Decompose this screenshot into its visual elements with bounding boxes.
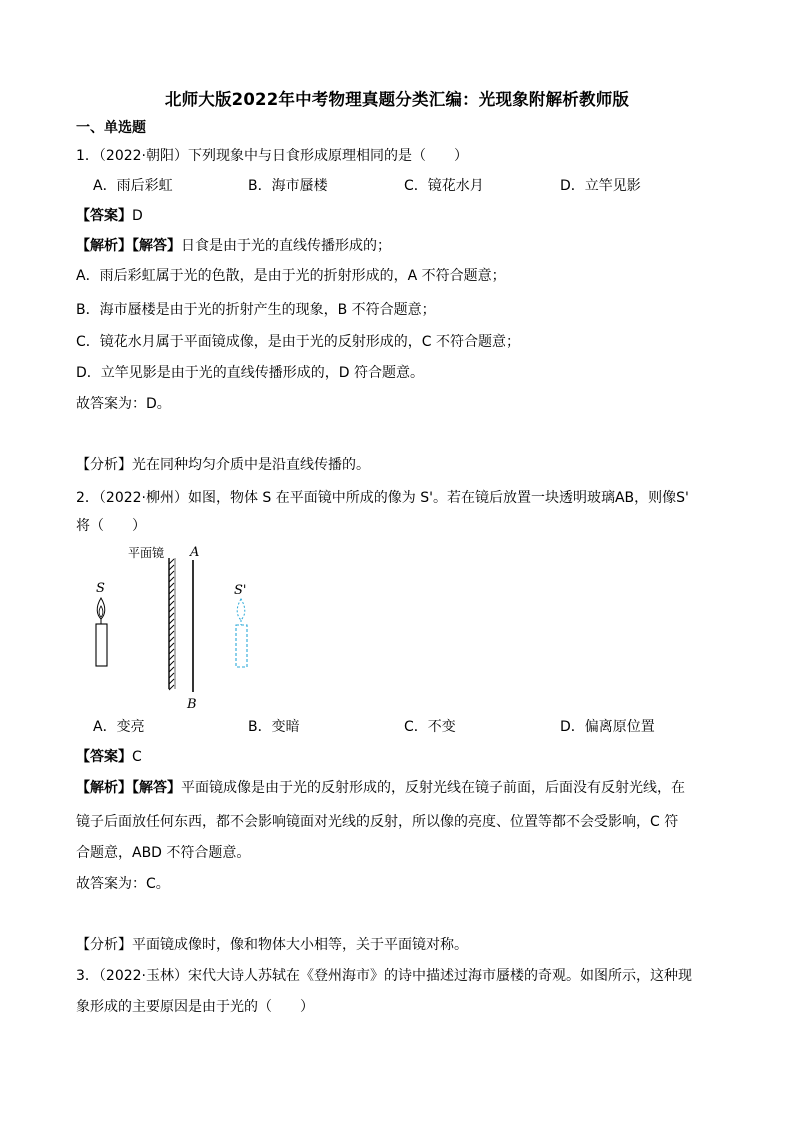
- q1-option-b: B．海市蜃楼: [248, 178, 328, 194]
- q1-option-d: D．立竿见影: [560, 178, 641, 194]
- candle-image: [236, 599, 247, 667]
- q2-answer: [76, 747, 142, 767]
- q2-option-d: D．偏离原位置: [560, 719, 655, 735]
- section-heading: 一、单选题: [76, 120, 146, 136]
- q1-stem: 1．（2022·朝阳）下列现象中与日食形成原理相同的是（ ）: [76, 148, 468, 164]
- q1-answer: [76, 206, 143, 226]
- mirror-figure: [86, 542, 286, 714]
- q2-option-c: C．不变: [404, 719, 456, 735]
- q2-option-a: A．变亮: [93, 719, 145, 735]
- label-s: S: [96, 581, 105, 596]
- q1-answer-tag: 【答案】: [76, 208, 132, 224]
- q2-conclusion: 故答案为：C。: [76, 876, 170, 892]
- q2-analysis-line2: 镜子后面放任何东西，都不会影响镜面对光线的反射，所以像的亮度、位置等都不会受影响，C 符: [76, 814, 679, 830]
- label-a: A: [190, 545, 200, 560]
- q1-option-c: C．镜花水月: [404, 178, 484, 194]
- q1-analysis-line: A．雨后彩虹属于光的色散，是由于光的折射形成的，A 不符合题意；: [76, 268, 506, 284]
- q2-option-b: B．变暗: [248, 719, 300, 735]
- q2-stem-line1: 2．（2022·柳州）如图，物体 S 在平面镜中所成的像为 S'。若在镜后放置一块透明玻璃AB，则像S': [76, 490, 689, 506]
- q1-analysis: [76, 236, 391, 256]
- label-s-prime: S': [234, 583, 247, 598]
- q2-analysis: [76, 778, 685, 798]
- q2-analysis-line3: 合题意，ABD 不符合题意。: [76, 845, 251, 861]
- q1-analysis-line: D．立竿见影是由于光的直线传播形成的，D 符合题意。: [76, 365, 425, 381]
- label-b: B: [187, 697, 197, 712]
- q1-analysis-line: B．海市蜃楼是由于光的折射产生的现象，B 不符合题意；: [76, 302, 436, 318]
- q3-stem-line1: 3．（2022·玉林）宋代大诗人苏轼在《登州海市》的诗中描述过海市蜃楼的奇观。如图所示，这种现: [76, 968, 692, 984]
- q2-fenxi: 【分析】平面镜成像时，像和物体大小相等，关于平面镜对称。: [76, 937, 468, 953]
- candle-object: [96, 598, 107, 666]
- q1-analysis-line: C．镜花水月属于平面镜成像，是由于光的反射形成的，C 不符合题意；: [76, 334, 520, 350]
- page-title: 北师大版2022年中考物理真题分类汇编：光现象附解析教师版: [164, 90, 630, 109]
- q2-analysis-line1: 平面镜成像是由于光的反射形成的，反射光线在镜子前面，后面没有反射光线，在: [181, 780, 685, 796]
- q1-conclusion: 故答案为：D。: [76, 396, 171, 412]
- q2-answer-tag: 【答案】: [76, 749, 132, 765]
- q1-fenxi: 【分析】光在同种均匀介质中是沿直线传播的。: [76, 457, 370, 473]
- q1-analysis-tag: 【解析】【解答】: [76, 238, 181, 254]
- q1-option-a: A．雨后彩虹: [93, 178, 173, 194]
- q2-analysis-tag: 【解析】【解答】: [76, 780, 181, 796]
- mirror-label: 平面镜: [128, 546, 165, 560]
- plane-mirror: [169, 558, 175, 690]
- q2-stem-line2: 将（ ）: [76, 518, 146, 534]
- q3-stem-line2: 象形成的主要原因是由于光的（ ）: [76, 999, 314, 1015]
- q1-answer-value: D: [132, 208, 143, 224]
- q1-analysis-first: 日食是由于光的直线传播形成的；: [181, 238, 391, 254]
- q2-answer-value: C: [132, 749, 142, 765]
